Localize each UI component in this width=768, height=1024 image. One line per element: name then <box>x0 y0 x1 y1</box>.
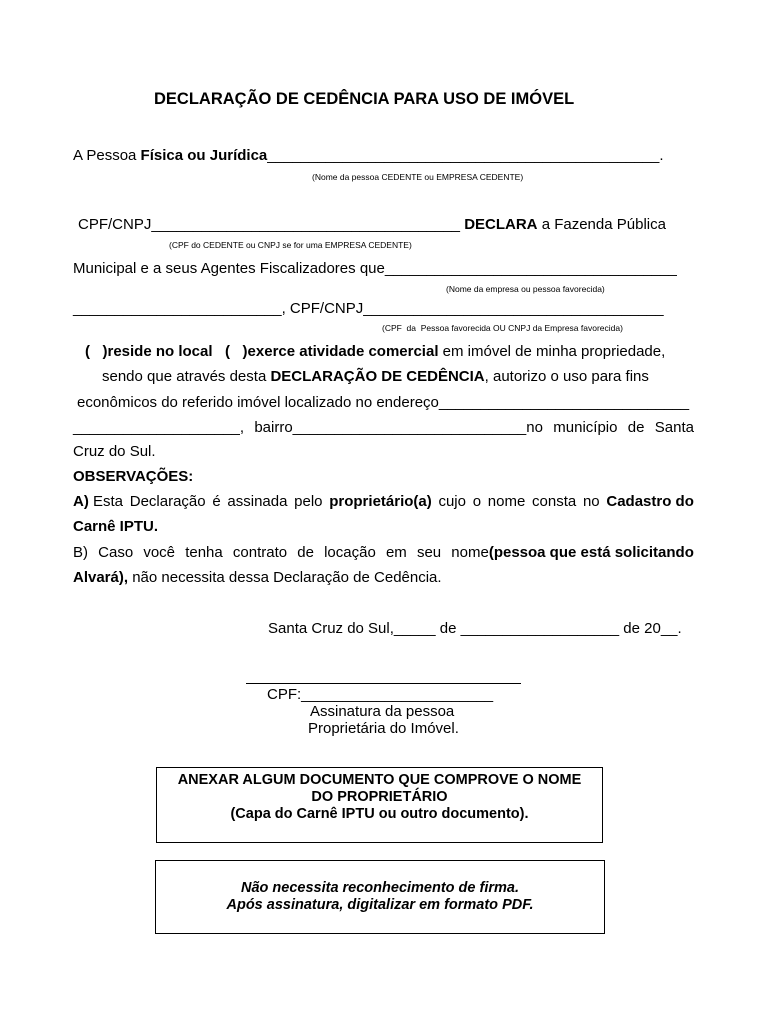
cedente-name-line: A Pessoa Física ou Jurídica_______________________________________________. <box>73 147 664 164</box>
usage-options-line: ( )reside no local ( )exerce atividade comercial em imóvel de minha propriedade, <box>85 343 666 360</box>
favorecido-name-note: (Nome da empresa ou pessoa favorecida) <box>446 284 605 294</box>
favorecido-cpf-line: _________________________, CPF/CNPJ____________________________________ <box>73 300 664 317</box>
signature-caption-2: Proprietária do Imóvel. <box>308 720 459 737</box>
attachment-notice-line1: ANEXAR ALGUM DOCUMENTO QUE COMPROVE O NOME <box>177 772 582 788</box>
observacao-b-line2: Alvará), não necessita dessa Declaração de Cedência. <box>73 569 442 586</box>
cedencia-text-line: sendo que através desta DECLARAÇÃO DE CEDÊNCIA, autorizo o uso para fins <box>102 368 649 385</box>
favorecido-cpf-blank[interactable]: ____________________________________ <box>363 300 664 317</box>
attachment-notice-line2: DO PROPRIETÁRIO <box>311 789 448 805</box>
cedente-name-blank[interactable]: _______________________________________________ <box>267 147 660 164</box>
instructions-line2: Após assinatura, digitalizar em formato PDF. <box>226 897 534 913</box>
observacao-a-line2: Carnê IPTU. <box>73 518 159 535</box>
cedente-cpf-line: CPF/CNPJ_____________________________________ DECLARA a Fazenda Pública <box>78 216 666 233</box>
signature-caption-1: Assinatura da pessoa <box>310 703 455 720</box>
option-commercial[interactable]: ( )exerce atividade comercial <box>225 343 439 360</box>
attachment-notice-line3: (Capa do Carnê IPTU ou outro documento). <box>230 806 529 822</box>
address-blank-2[interactable]: ____________________, <box>73 419 245 436</box>
bairro-blank[interactable]: bairro____________________________no <box>254 419 543 436</box>
cedente-name-note: (Nome da pessoa CEDENTE ou EMPRESA CEDENTE) <box>312 172 524 182</box>
signer-cpf-line[interactable]: CPF:_______________________ <box>267 686 494 703</box>
instructions-box <box>155 860 605 934</box>
address-line: econômicos do referido imóvel localizado no endereço______________________________ <box>77 394 690 411</box>
observacoes-heading: OBSERVAÇÕES: <box>73 468 194 485</box>
attachment-notice-box <box>156 767 603 843</box>
date-line[interactable]: Santa Cruz do Sul,_____ de ___________________ de 20__. <box>268 620 682 637</box>
favorecido-cpf-note: (CPF da Pessoa favorecida OU CNPJ da Empresa favorecida) <box>382 323 623 333</box>
municipio-text: Cruz do Sul. <box>73 443 156 460</box>
bairro-line: ____________________, bairro____________________________no município de Santa <box>73 419 694 436</box>
option-reside[interactable]: ( )reside no local <box>85 343 213 360</box>
cedente-cpf-blank[interactable]: _____________________________________ <box>151 216 461 233</box>
favorecido-name-blank[interactable]: ___________________________________ <box>384 260 677 277</box>
observacao-a-line1: A) Esta Declaração é assinada pelo proprietário(a) cujo o nome consta no Cadastro do <box>73 493 694 510</box>
signature-line[interactable] <box>246 683 521 684</box>
instructions-line1: Não necessita reconhecimento de firma. <box>240 880 519 896</box>
cedente-cpf-note: (CPF do CEDENTE ou CNPJ se for uma EMPRESA CEDENTE) <box>169 240 412 250</box>
observacao-b-line1: B) Caso você tenha contrato de locação em seu nome(pessoa que está solicitando <box>73 544 694 561</box>
favorecido-name-line: Municipal e a seus Agentes Fiscalizadores que___________________________________ <box>73 260 677 277</box>
document-title: DECLARAÇÃO DE CEDÊNCIA PARA USO DE IMÓVEL <box>154 90 575 108</box>
favorecido-name-blank-2[interactable]: _________________________ <box>73 300 282 317</box>
address-blank[interactable]: ______________________________ <box>438 394 690 411</box>
